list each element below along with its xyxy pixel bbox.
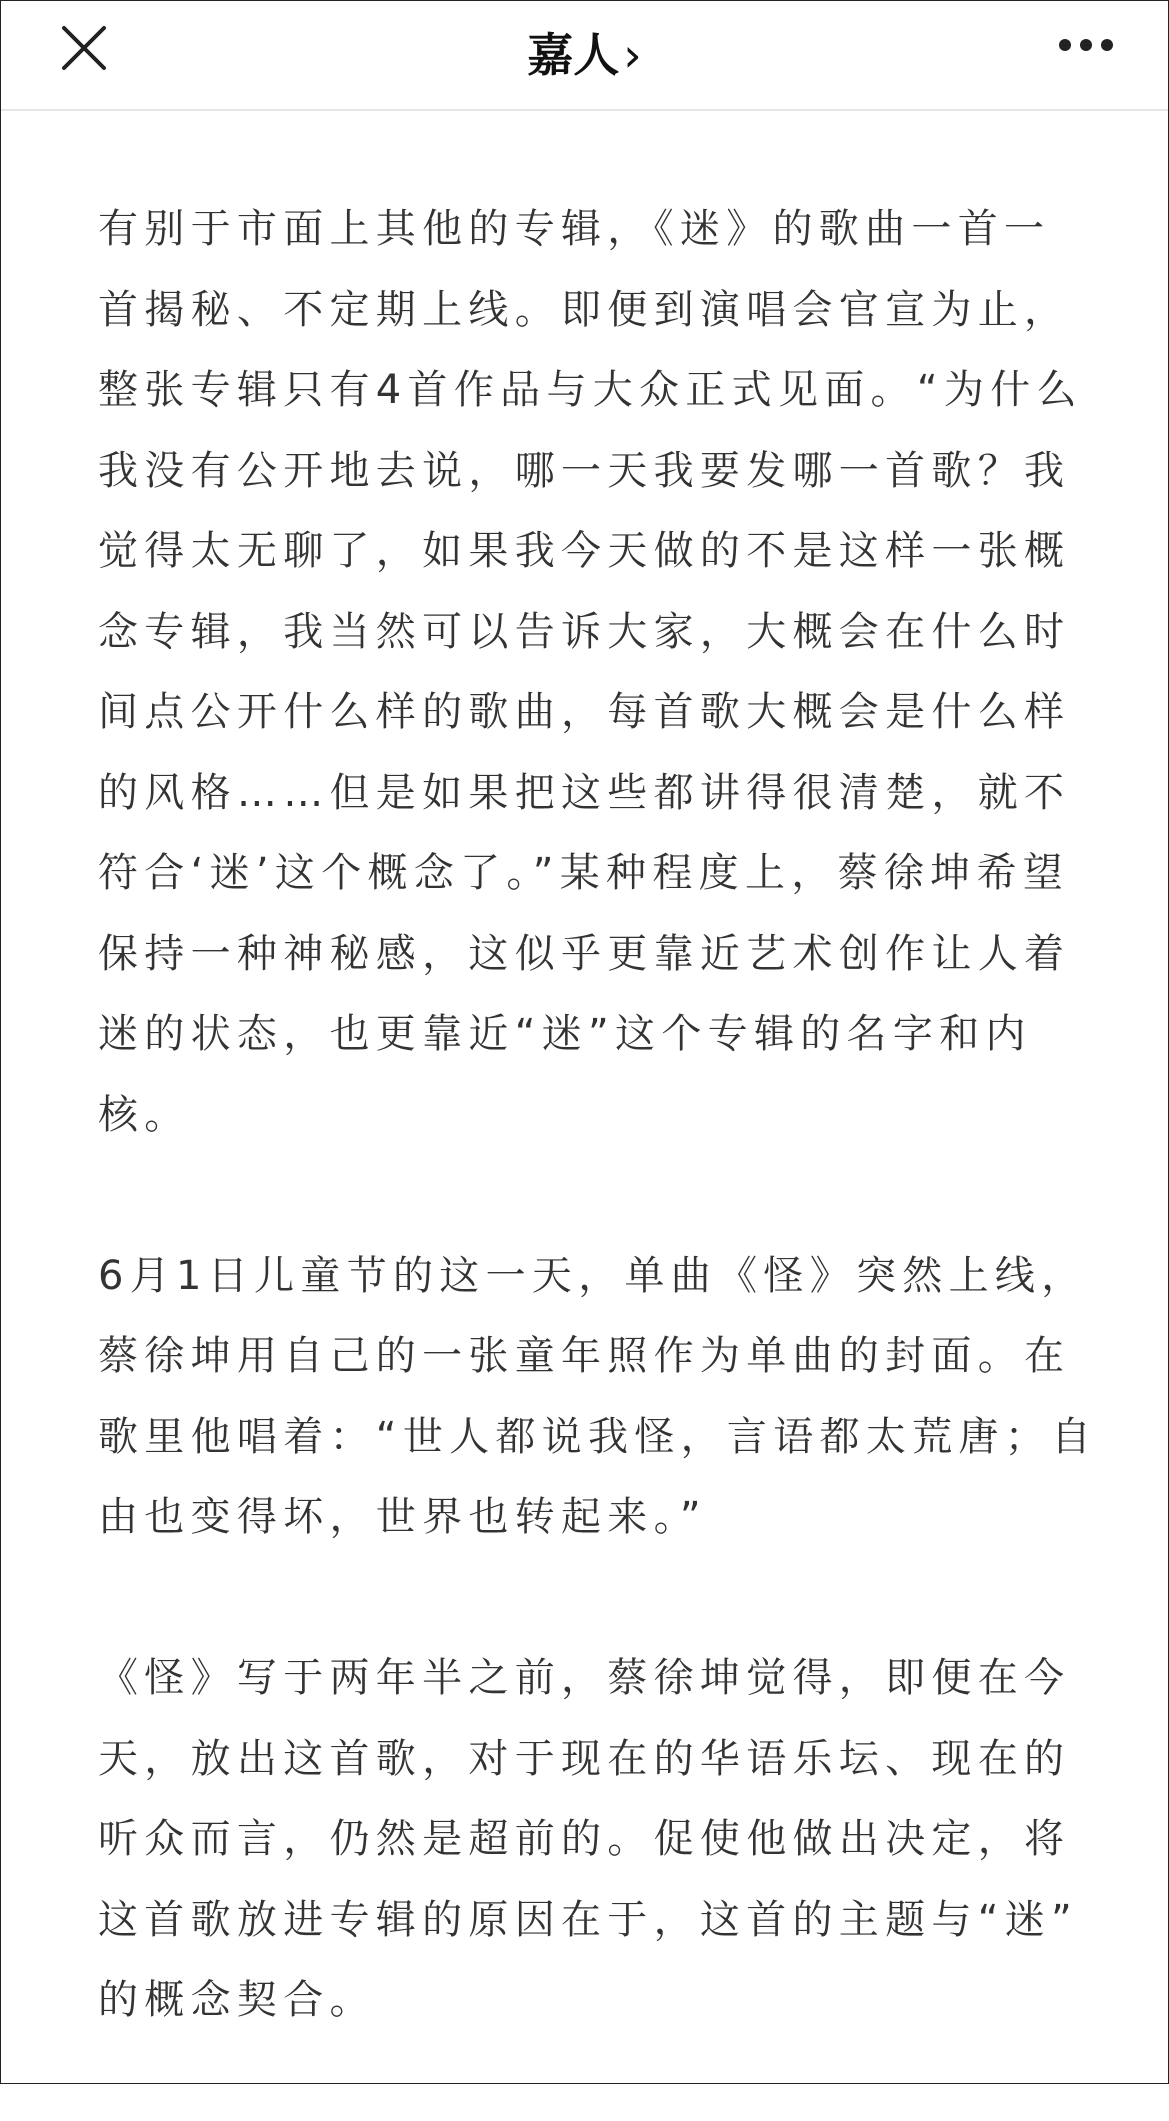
paragraph-line: 听众而言，仍然是超前的。促使他做出决定，将 [98,1816,1071,1862]
paragraph-line: 天，放出这首歌，对于现在的华语乐坛、现在的 [98,1735,1071,1782]
paragraph-line: 核。 [98,1091,191,1138]
paragraph-line: 《怪》写于两年半之前，蔡徐坤觉得，即便在今 [98,1655,1071,1701]
chevron-right-icon: › [623,28,642,82]
paragraph-line: 由也变得坏，世界也转起来。” [98,1494,707,1540]
article-paragraph [98,1638,1108,2041]
account-name: 嘉人 [527,28,620,82]
more-button[interactable] [1058,37,1114,53]
paragraph-line: 歌里他唱着：“世人都说我怪，言语都太荒唐；自 [98,1413,1098,1460]
paragraph-line: 的风格……但是如果把这些都讲得很清楚，就不 [98,769,1071,816]
paragraph-line: 迷的状态，也更靠近“迷”这个专辑的名字和内 [98,1011,1032,1057]
more-icon [1058,37,1114,53]
paragraph-line: 符合‘迷’这个概念了。”某种程度上，蔡徐坤希望 [98,850,1070,896]
article-paragraph [98,1236,1108,1558]
paragraph-line: 有别于市面上其他的专辑，《迷》的歌曲一首一 [98,206,1051,252]
article-paragraph [98,189,1108,1155]
paragraph-line: 保持一种神秘感，这似乎更靠近艺术创作让人着 [98,930,1071,977]
paragraph-line: 6月1日儿童节的这一天，单曲《怪》突然上线， [98,1252,1088,1299]
top-bar [1,1,1168,111]
paragraph-line: 的概念契合。 [98,1977,376,2023]
paragraph-line: 念专辑，我当然可以告诉大家，大概会在什么时 [98,608,1071,655]
paragraph-line: 这首歌放进专辑的原因在于，这首的主题与“迷” [98,1896,1079,1943]
paragraph-line: 首揭秘、不定期上线。即便到演唱会官宣为止， [98,286,1071,333]
paragraph-line: 整张专辑只有4首作品与大众正式见面。“为什么 [98,367,1083,413]
paragraph-line: 觉得太无聊了，如果我今天做的不是这样一张概 [98,528,1071,574]
account-title-link[interactable] [1,19,1168,85]
paragraph-line: 间点公开什么样的歌曲，每首歌大概会是什么样 [98,689,1071,735]
paragraph-line: 蔡徐坤用自己的一张童年照作为单曲的封面。在 [98,1333,1071,1379]
paragraph-line: 我没有公开地去说，哪一天我要发哪一首歌？我 [98,447,1071,494]
article-body [98,189,1108,2121]
